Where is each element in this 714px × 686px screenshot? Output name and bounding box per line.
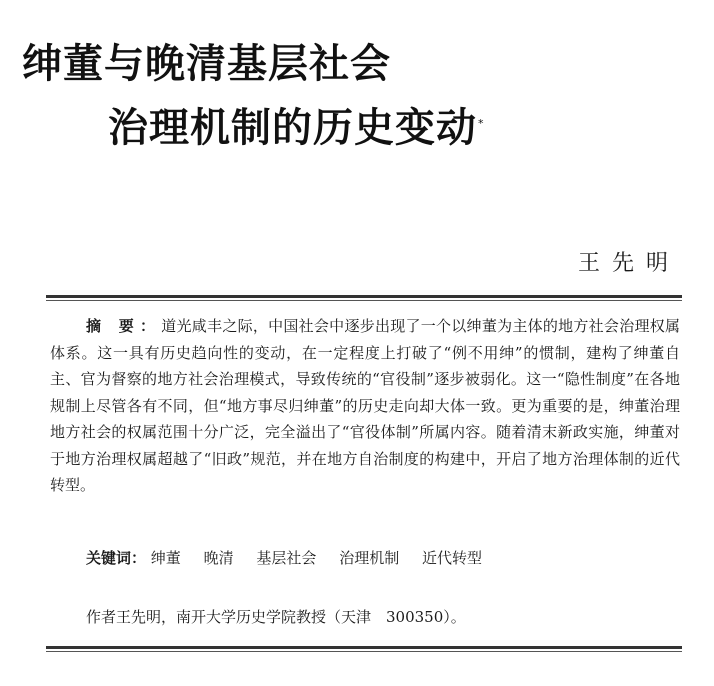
keywords-line [86,545,500,571]
abstract-paragraph [50,313,680,499]
abstract-text: 道光咸丰之际，中国社会中逐步出现了一个以绅董为主体的地方社会治理权属体系。这一具有历史趋向性的变动，在一定程度上打破了“例不用绅”的惯制，建构了绅董自主、官为督察的地方社会治理模式，导致传统的“官役制”逐步被弱化。这一“隐性制度”在各地规制上尽管各有不同，但“地方事尽归绅董”的历史走向却大体一致。更为重要的是，绅董治理地方社会的权属范围十分广泛，完全溢出了“官役体制”所属内容。随着清末新政实施，绅董对于地方治理权属超越了“旧政”规范，并在地方自治制度的构建中，开启了地方治理体制的近代转型。 [50,317,680,494]
title-line-2-text: 治理机制的历史变动 [108,105,477,151]
title-line-1 [22,40,391,88]
keywords-label: 关键词： [86,549,147,567]
title-line-1-text: 绅董与晚清基层社会 [22,41,391,87]
keyword-item: 治理机制 [339,549,400,567]
abstract-label: 摘 要： [86,317,162,335]
keyword-item: 基层社会 [256,549,317,567]
keyword-item: 绅董 [150,549,181,567]
author-name: 王先明 [577,251,680,276]
author-note: 作者王先明，南开大学历史学院教授（天津 300350）。 [86,608,466,626]
keyword-item: 近代转型 [421,549,482,567]
bottom-divider [46,646,682,652]
top-divider [46,295,682,301]
title-line-2 [108,104,485,152]
keyword-item: 晚清 [203,549,234,567]
title-footnote-mark[interactable]: * [478,117,485,130]
